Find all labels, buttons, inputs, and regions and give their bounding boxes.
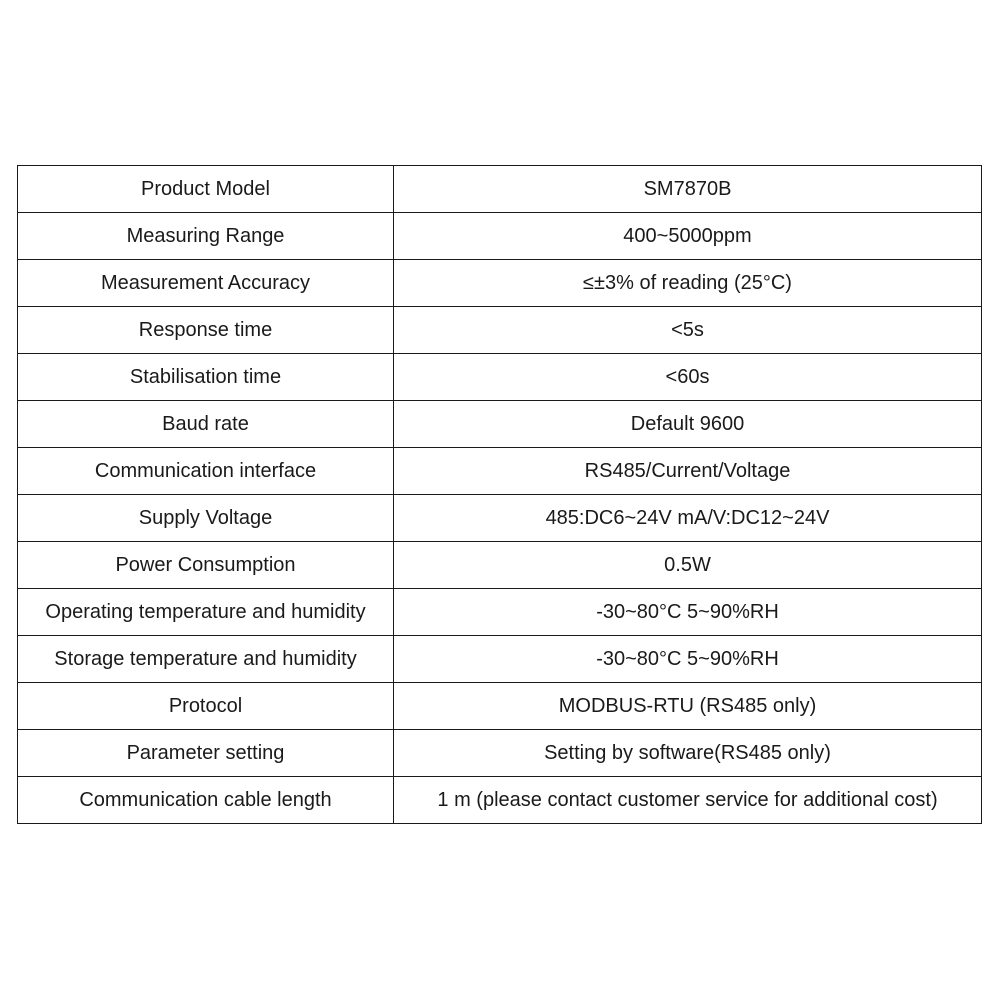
table-row — [18, 213, 982, 260]
table-row — [18, 589, 982, 636]
spec-label: Measuring Range — [18, 213, 394, 260]
spec-label: Supply Voltage — [18, 495, 394, 542]
spec-label: Operating temperature and humidity — [18, 589, 394, 636]
spec-value: SM7870B — [394, 166, 982, 213]
spec-value: RS485/Current/Voltage — [394, 448, 982, 495]
spec-label: Response time — [18, 307, 394, 354]
table-row — [18, 401, 982, 448]
spec-table — [17, 165, 982, 824]
table-row — [18, 166, 982, 213]
spec-value: <5s — [394, 307, 982, 354]
table-row — [18, 683, 982, 730]
table-row — [18, 636, 982, 683]
table-row — [18, 260, 982, 307]
spec-label: Baud rate — [18, 401, 394, 448]
table-row — [18, 307, 982, 354]
spec-value: ≤±3% of reading (25°C) — [394, 260, 982, 307]
spec-table-body — [18, 166, 982, 824]
spec-value: MODBUS-RTU (RS485 only) — [394, 683, 982, 730]
spec-value: 0.5W — [394, 542, 982, 589]
spec-value: -30~80°C 5~90%RH — [394, 589, 982, 636]
table-row — [18, 495, 982, 542]
table-row — [18, 542, 982, 589]
spec-value: 485:DC6~24V mA/V:DC12~24V — [394, 495, 982, 542]
spec-label: Stabilisation time — [18, 354, 394, 401]
spec-label: Measurement Accuracy — [18, 260, 394, 307]
table-row — [18, 448, 982, 495]
spec-value: Setting by software(RS485 only) — [394, 730, 982, 777]
spec-label: Power Consumption — [18, 542, 394, 589]
table-row — [18, 354, 982, 401]
table-row — [18, 730, 982, 777]
spec-label: Storage temperature and humidity — [18, 636, 394, 683]
spec-value: 1 m (please contact customer service for additional cost) — [394, 777, 982, 824]
spec-value: -30~80°C 5~90%RH — [394, 636, 982, 683]
spec-value: <60s — [394, 354, 982, 401]
spec-label: Communication interface — [18, 448, 394, 495]
table-row — [18, 777, 982, 824]
spec-label: Communication cable length — [18, 777, 394, 824]
spec-label: Protocol — [18, 683, 394, 730]
spec-label: Product Model — [18, 166, 394, 213]
spec-value: 400~5000ppm — [394, 213, 982, 260]
spec-value: Default 9600 — [394, 401, 982, 448]
spec-label: Parameter setting — [18, 730, 394, 777]
